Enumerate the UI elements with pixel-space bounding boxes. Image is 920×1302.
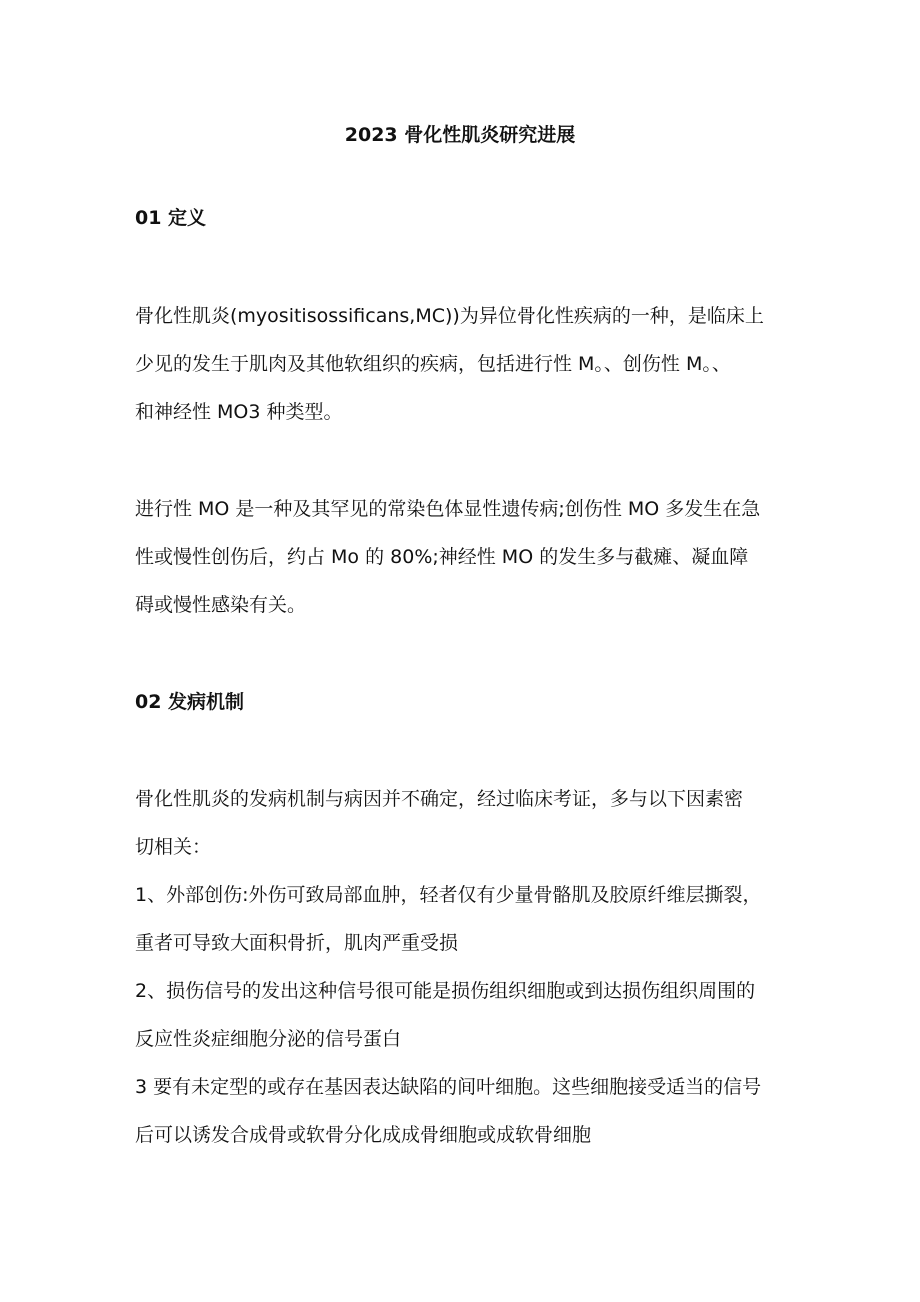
text-line: 进行性 MO 是一种及其罕见的常染色体显性遗传病;创伤性 MO 多发生在急 (135, 498, 761, 520)
text-line: 后可以诱发合成骨或软骨分化成成骨细胞或成软骨细胞 (135, 1124, 592, 1146)
text-line: 和神经性 MO3 种类型。 (135, 401, 343, 423)
paragraph-pathogenesis-intro (135, 775, 795, 1159)
text-line: 3 要有未定型的或存在基因表达缺陷的间叶细胞。这些细胞接受适当的信号 (135, 1076, 762, 1098)
text-line: 碍或慢性感染有关。 (135, 594, 307, 616)
text-line: 2、损伤信号的发出这种信号很可能是损伤组织细胞或到达损伤组织周围的 (135, 980, 756, 1002)
paragraph-types (135, 485, 795, 629)
text-line: 少见的发生于肌肉及其他软组织的疾病，包括进行性 M。、创伤性 M。、 (135, 353, 731, 375)
text-line: 1、外部创伤:外伤可致局部血肿，轻者仅有少量骨骼肌及胶原纤维层撕裂， (135, 884, 762, 906)
document-title: 2023 骨化性肌炎研究进展 (344, 124, 576, 146)
section-heading-pathogenesis: 02 发病机制 (135, 691, 245, 713)
text-line: 反应性炎症细胞分泌的信号蛋白 (135, 1028, 402, 1050)
text-line: 骨化性肌炎的发病机制与病因并不确定，经过临床考证，多与以下因素密 (135, 788, 744, 810)
section-heading-definition: 01 定义 (135, 207, 207, 229)
text-line: 性或慢性创伤后，约占 Mo 的 80%;神经性 MO 的发生多与截瘫、凝血障 (135, 546, 749, 568)
text-line: 骨化性肌炎(myositisossificans,MC))为异位骨化性疾病的一种，是临床上 (135, 305, 764, 327)
paragraph-definition (135, 292, 795, 436)
text-line: 切相关： (135, 836, 212, 858)
text-line: 重者可导致大面积骨折，肌肉严重受损 (135, 932, 459, 954)
